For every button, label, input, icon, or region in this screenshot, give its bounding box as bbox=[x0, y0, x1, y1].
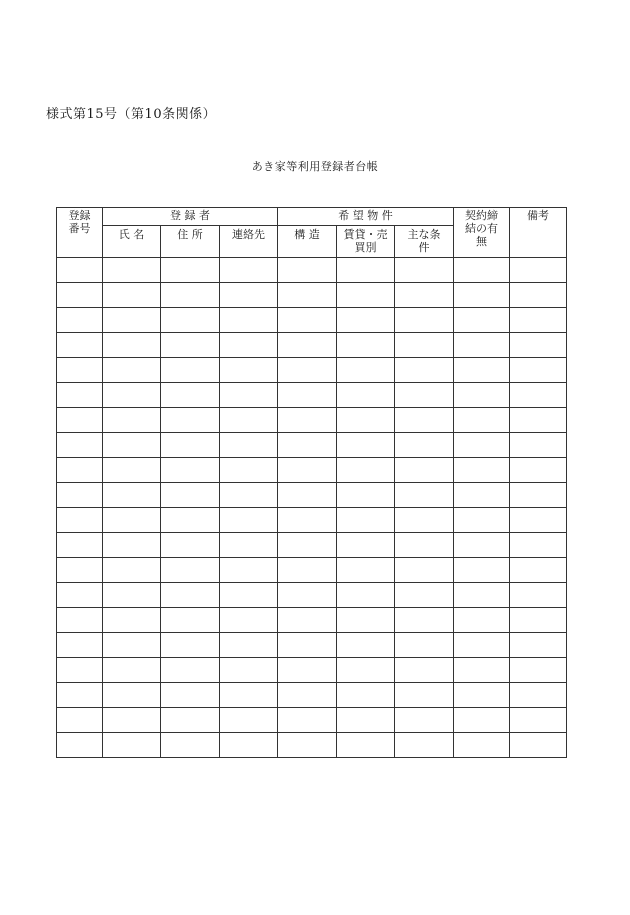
table-cell bbox=[57, 358, 103, 383]
table-cell bbox=[395, 358, 454, 383]
table-cell bbox=[337, 733, 395, 758]
table-cell bbox=[337, 333, 395, 358]
table-cell bbox=[103, 383, 161, 408]
header-name: 氏 名 bbox=[103, 226, 161, 258]
table-cell bbox=[510, 383, 567, 408]
table-cell bbox=[278, 533, 337, 558]
table-cell bbox=[395, 558, 454, 583]
header-remarks: 備考 bbox=[510, 208, 567, 258]
table-cell bbox=[510, 308, 567, 333]
table-cell bbox=[103, 358, 161, 383]
table-cell bbox=[57, 733, 103, 758]
document-title: あき家等利用登録者台帳 bbox=[251, 160, 379, 173]
table-cell bbox=[103, 408, 161, 433]
table-cell bbox=[278, 383, 337, 408]
table-cell bbox=[454, 733, 510, 758]
table-cell bbox=[161, 683, 220, 708]
table-cell bbox=[220, 258, 278, 283]
table-cell bbox=[220, 633, 278, 658]
table-cell bbox=[337, 558, 395, 583]
table-cell bbox=[161, 408, 220, 433]
header-registration-number: 登録 番号 bbox=[57, 208, 103, 258]
table-cell bbox=[510, 283, 567, 308]
table-cell bbox=[57, 333, 103, 358]
table-row bbox=[57, 558, 567, 583]
table-cell bbox=[220, 408, 278, 433]
table-cell bbox=[454, 333, 510, 358]
table-cell bbox=[161, 308, 220, 333]
table-cell bbox=[57, 433, 103, 458]
table-cell bbox=[161, 258, 220, 283]
table-cell bbox=[395, 658, 454, 683]
table-cell bbox=[454, 383, 510, 408]
table-cell bbox=[278, 733, 337, 758]
table-cell bbox=[220, 358, 278, 383]
table-cell bbox=[278, 558, 337, 583]
table-cell bbox=[57, 458, 103, 483]
table-cell bbox=[103, 308, 161, 333]
table-row bbox=[57, 708, 567, 733]
table-cell bbox=[337, 708, 395, 733]
table-cell bbox=[161, 483, 220, 508]
table-cell bbox=[454, 283, 510, 308]
table-row bbox=[57, 383, 567, 408]
table-cell bbox=[161, 633, 220, 658]
table-cell bbox=[395, 583, 454, 608]
table-cell bbox=[103, 483, 161, 508]
table-cell bbox=[161, 733, 220, 758]
table-cell bbox=[57, 308, 103, 333]
table-cell bbox=[103, 333, 161, 358]
table-cell bbox=[454, 408, 510, 433]
registrant-ledger-table bbox=[56, 207, 567, 758]
table-cell bbox=[57, 508, 103, 533]
table-cell bbox=[278, 408, 337, 433]
table-cell bbox=[395, 633, 454, 658]
table-cell bbox=[510, 258, 567, 283]
table-cell bbox=[395, 683, 454, 708]
table-cell bbox=[220, 583, 278, 608]
table-cell bbox=[57, 483, 103, 508]
table-cell bbox=[161, 333, 220, 358]
table-cell bbox=[278, 583, 337, 608]
table-cell bbox=[337, 583, 395, 608]
table-cell bbox=[278, 433, 337, 458]
table-cell bbox=[395, 308, 454, 333]
table-cell bbox=[57, 533, 103, 558]
table-cell bbox=[103, 508, 161, 533]
header-main-conditions: 主な条 件 bbox=[395, 226, 454, 258]
table-cell bbox=[454, 683, 510, 708]
table-cell bbox=[220, 283, 278, 308]
table-cell bbox=[278, 308, 337, 333]
table-cell bbox=[161, 558, 220, 583]
table-cell bbox=[103, 558, 161, 583]
table-cell bbox=[395, 733, 454, 758]
header-desired-property-group: 希 望 物 件 bbox=[278, 208, 454, 226]
table-cell bbox=[454, 608, 510, 633]
table-cell bbox=[161, 458, 220, 483]
header-structure: 構 造 bbox=[278, 226, 337, 258]
table-cell bbox=[220, 658, 278, 683]
table-cell bbox=[220, 533, 278, 558]
table-cell bbox=[220, 458, 278, 483]
table-row bbox=[57, 683, 567, 708]
table-cell bbox=[510, 608, 567, 633]
table-row bbox=[57, 458, 567, 483]
table-cell bbox=[395, 483, 454, 508]
table-cell bbox=[161, 658, 220, 683]
table-row bbox=[57, 658, 567, 683]
header-registrant-group: 登 録 者 bbox=[103, 208, 278, 226]
table-cell bbox=[278, 708, 337, 733]
table-cell bbox=[220, 433, 278, 458]
header-contract-status: 契約締 結の有 無 bbox=[454, 208, 510, 258]
table-row bbox=[57, 608, 567, 633]
table-cell bbox=[161, 433, 220, 458]
table-row bbox=[57, 433, 567, 458]
table-cell bbox=[395, 258, 454, 283]
table-cell bbox=[220, 333, 278, 358]
table-cell bbox=[395, 333, 454, 358]
table-cell bbox=[161, 533, 220, 558]
table-cell bbox=[57, 583, 103, 608]
table-row bbox=[57, 633, 567, 658]
table-cell bbox=[103, 608, 161, 633]
table-cell bbox=[161, 383, 220, 408]
table-cell bbox=[161, 283, 220, 308]
table-cell bbox=[278, 458, 337, 483]
table-cell bbox=[454, 483, 510, 508]
table-cell bbox=[337, 258, 395, 283]
table-cell bbox=[454, 358, 510, 383]
table-cell bbox=[103, 433, 161, 458]
table-cell bbox=[454, 558, 510, 583]
table-cell bbox=[337, 383, 395, 408]
table-cell bbox=[510, 658, 567, 683]
table-cell bbox=[454, 308, 510, 333]
table-cell bbox=[103, 283, 161, 308]
table-cell bbox=[454, 258, 510, 283]
table-cell bbox=[395, 508, 454, 533]
table-cell bbox=[278, 358, 337, 383]
table-cell bbox=[337, 433, 395, 458]
header-lease-or-sale: 賃貸・売 買別 bbox=[337, 226, 395, 258]
table-cell bbox=[220, 708, 278, 733]
table-cell bbox=[510, 558, 567, 583]
table-row bbox=[57, 408, 567, 433]
table-cell bbox=[454, 658, 510, 683]
table-cell bbox=[510, 583, 567, 608]
table-cell bbox=[278, 508, 337, 533]
table-cell bbox=[510, 708, 567, 733]
table-cell bbox=[220, 308, 278, 333]
table-cell bbox=[103, 533, 161, 558]
table-cell bbox=[454, 708, 510, 733]
table-cell bbox=[337, 533, 395, 558]
table-row bbox=[57, 733, 567, 758]
table-cell bbox=[278, 658, 337, 683]
table-row bbox=[57, 508, 567, 533]
table-cell bbox=[510, 508, 567, 533]
table-cell bbox=[337, 283, 395, 308]
table-cell bbox=[337, 458, 395, 483]
table-row bbox=[57, 483, 567, 508]
table-cell bbox=[337, 483, 395, 508]
table-cell bbox=[220, 683, 278, 708]
table-cell bbox=[337, 358, 395, 383]
table-cell bbox=[337, 308, 395, 333]
table-cell bbox=[510, 683, 567, 708]
form-number: 様式第15号（第10条関係） bbox=[46, 107, 217, 122]
table-cell bbox=[57, 633, 103, 658]
table-cell bbox=[510, 483, 567, 508]
table-cell bbox=[103, 583, 161, 608]
table-cell bbox=[510, 633, 567, 658]
table-cell bbox=[337, 633, 395, 658]
table-cell bbox=[278, 683, 337, 708]
table-cell bbox=[278, 483, 337, 508]
table-cell bbox=[57, 283, 103, 308]
table-cell bbox=[454, 633, 510, 658]
table-cell bbox=[510, 458, 567, 483]
table-cell bbox=[103, 733, 161, 758]
table-cell bbox=[395, 408, 454, 433]
table-cell bbox=[454, 508, 510, 533]
table-cell bbox=[103, 683, 161, 708]
table-cell bbox=[395, 283, 454, 308]
table-cell bbox=[103, 633, 161, 658]
table-cell bbox=[161, 583, 220, 608]
table-cell bbox=[337, 608, 395, 633]
table-cell bbox=[454, 583, 510, 608]
table-cell bbox=[161, 608, 220, 633]
header-address: 住 所 bbox=[161, 226, 220, 258]
table-cell bbox=[220, 508, 278, 533]
table-cell bbox=[510, 408, 567, 433]
table-cell bbox=[57, 683, 103, 708]
table-row bbox=[57, 283, 567, 308]
table-cell bbox=[510, 358, 567, 383]
table-cell bbox=[510, 433, 567, 458]
table-cell bbox=[454, 458, 510, 483]
table-cell bbox=[103, 258, 161, 283]
table-cell bbox=[395, 708, 454, 733]
table-cell bbox=[395, 608, 454, 633]
table-cell bbox=[278, 633, 337, 658]
table-cell bbox=[57, 608, 103, 633]
table-row bbox=[57, 258, 567, 283]
table-cell bbox=[278, 333, 337, 358]
table-cell bbox=[337, 508, 395, 533]
table-cell bbox=[103, 658, 161, 683]
table-cell bbox=[337, 683, 395, 708]
table-cell bbox=[57, 258, 103, 283]
header-contact: 連絡先 bbox=[220, 226, 278, 258]
table-cell bbox=[278, 283, 337, 308]
table-cell bbox=[57, 708, 103, 733]
table-cell bbox=[454, 433, 510, 458]
table-cell bbox=[57, 408, 103, 433]
table-row bbox=[57, 333, 567, 358]
table-cell bbox=[161, 508, 220, 533]
table-cell bbox=[57, 383, 103, 408]
table-cell bbox=[454, 533, 510, 558]
table-cell bbox=[220, 733, 278, 758]
table-row bbox=[57, 358, 567, 383]
table-row bbox=[57, 533, 567, 558]
table-cell bbox=[510, 733, 567, 758]
table-cell bbox=[103, 708, 161, 733]
table-cell bbox=[220, 558, 278, 583]
table-cell bbox=[220, 383, 278, 408]
table-cell bbox=[510, 333, 567, 358]
table-cell bbox=[57, 658, 103, 683]
table-cell bbox=[510, 533, 567, 558]
table-cell bbox=[57, 558, 103, 583]
table-cell bbox=[103, 458, 161, 483]
table-cell bbox=[161, 358, 220, 383]
table-cell bbox=[278, 258, 337, 283]
table-row bbox=[57, 308, 567, 333]
table-cell bbox=[220, 483, 278, 508]
table-cell bbox=[220, 608, 278, 633]
table-cell bbox=[395, 458, 454, 483]
table-cell bbox=[278, 608, 337, 633]
table-cell bbox=[161, 708, 220, 733]
table-cell bbox=[337, 658, 395, 683]
table-cell bbox=[395, 433, 454, 458]
table-row bbox=[57, 583, 567, 608]
table-cell bbox=[337, 408, 395, 433]
table-cell bbox=[395, 533, 454, 558]
table-cell bbox=[395, 383, 454, 408]
